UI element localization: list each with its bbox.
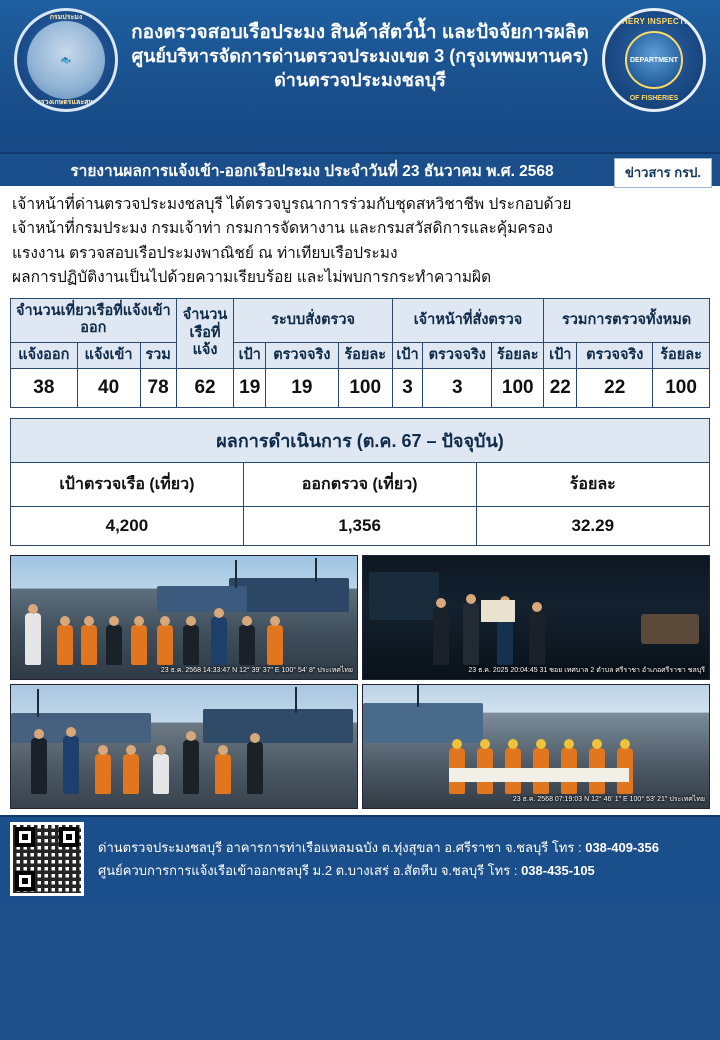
boat-shape-2 bbox=[203, 709, 353, 743]
person-figure bbox=[123, 754, 139, 794]
photo-dock-inspection-day bbox=[10, 555, 358, 680]
logo-left-emblem-icon: 🐟 bbox=[27, 21, 105, 99]
footer-contact-block bbox=[98, 836, 659, 883]
header-line-2: ศูนย์บริหารจัดการด่านตรวจประมงเขต 3 (กรุงเทพมหานคร) bbox=[131, 46, 589, 67]
mast-shape bbox=[37, 689, 39, 717]
person-figure bbox=[239, 625, 255, 665]
results-header-1: ออกตรวจ (เที่ยว) bbox=[243, 463, 476, 507]
photo-timestamp-stamp: 23 ธ.ค. 2568 14:33:47 N 12° 39' 37" E 100° 54' 8" ประเทศไทย bbox=[160, 667, 353, 675]
qr-corner-icon bbox=[15, 871, 35, 891]
footer-line-1-phone: 038-409-356 bbox=[585, 839, 659, 855]
paragraph-line-2: เจ้าหน้าที่กรมประมง กรมเจ้าท่า กรมการจัดหางาน และกรมสวัสดิการและคุ้มครอง bbox=[12, 220, 553, 238]
person-figure bbox=[247, 742, 263, 794]
cumulative-results-table bbox=[10, 418, 710, 546]
placard-row-shape bbox=[449, 768, 629, 782]
paragraph-line-1: เจ้าหน้าที่ด่านตรวจประมงชลบุรี ได้ตรวจบูรณาการร่วมกับชุดสหวิชาชีพ ประกอบด้วย bbox=[12, 196, 572, 213]
logo-right-center-text: DEPARTMENT bbox=[625, 31, 683, 89]
footer-line-1 bbox=[98, 836, 659, 859]
report-title-bar bbox=[0, 152, 720, 186]
photo-timestamp-stamp: 23 ธ.ค. 2568 07:19:03 N 12° 46' 1" E 100° 53' 21" ประเทศไทย bbox=[512, 796, 705, 804]
person-figure bbox=[153, 754, 169, 794]
sub-header-3: เป้า bbox=[234, 342, 266, 368]
cell-value-3: 62 bbox=[176, 369, 234, 408]
results-caption: ผลการดำเนินการ (ต.ค. 67 – ปัจจุบัน) bbox=[11, 419, 710, 463]
person-figure bbox=[463, 603, 479, 665]
sub-header-10: ตรวจจริง bbox=[577, 342, 653, 368]
sub-header-0: แจ้งออก bbox=[11, 342, 78, 368]
paragraph-line-4: ผลการปฏิบัติงานเป็นไปด้วยความเรียบร้อย และไม่พบการกระทำความผิด bbox=[12, 269, 492, 287]
person-figure bbox=[31, 738, 47, 794]
sub-header-5: ร้อยละ bbox=[338, 342, 392, 368]
results-header-2: ร้อยละ bbox=[476, 463, 709, 507]
group-header-trips: จำนวนเที่ยวเรือที่แจ้งเข้าออก bbox=[11, 298, 177, 342]
sub-header-7: ตรวจจริง bbox=[423, 342, 492, 368]
cell-value-1: 40 bbox=[77, 369, 140, 408]
photo-pier-crew-check bbox=[10, 684, 358, 809]
cell-value-2: 78 bbox=[140, 369, 176, 408]
results-header-0: เป้าตรวจเรือ (เที่ยว) bbox=[11, 463, 244, 507]
person-figure bbox=[63, 736, 79, 794]
mast-shape bbox=[315, 558, 317, 582]
person-figure bbox=[211, 617, 227, 665]
cell-value-10: 22 bbox=[544, 369, 577, 408]
cell-value-12: 100 bbox=[653, 369, 710, 408]
footer-line-2-phone: 038-435-105 bbox=[521, 863, 595, 879]
footer-line-1-text: ด่านตรวจประมงชลบุรี อาคารการท่าเรือแหลมฉบัง ต.ทุ่งสุขลา อ.ศรีราชา จ.ชลบุรี โทร : bbox=[98, 839, 586, 855]
cell-value-5: 19 bbox=[266, 369, 338, 408]
document-header bbox=[0, 0, 720, 152]
sub-header-2: รวม bbox=[140, 342, 176, 368]
paragraph-line-3: แรงงาน ตรวจสอบเรือประมงพาณิชย์ ณ ท่าเทียบเรือประมง bbox=[12, 244, 398, 262]
person-figure bbox=[183, 625, 199, 665]
results-value-1: 1,356 bbox=[243, 507, 476, 546]
logo-left-top-text: กรมประมง bbox=[49, 14, 83, 21]
sub-header-11: ร้อยละ bbox=[653, 342, 710, 368]
cell-value-8: 3 bbox=[423, 369, 492, 408]
header-line-1: กองตรวจสอบเรือประมง สินค้าสัตว์น้ำ และปัจจัยการผลิต bbox=[131, 22, 589, 43]
results-value-row bbox=[11, 507, 710, 546]
logo-right-bottom-text: OF FISHERIES bbox=[629, 95, 679, 102]
person-figure bbox=[95, 754, 111, 794]
boat-shape bbox=[363, 703, 483, 743]
results-header-row bbox=[11, 463, 710, 507]
footer-line-2 bbox=[98, 859, 659, 882]
mast-shape-2 bbox=[235, 560, 237, 588]
table-sub-header-row bbox=[11, 342, 710, 368]
results-value-0: 4,200 bbox=[11, 507, 244, 546]
cell-value-6: 100 bbox=[338, 369, 392, 408]
table-group-header-row bbox=[11, 298, 710, 342]
results-caption-row bbox=[11, 419, 710, 463]
photo-timestamp-stamp: 23 ธ.ค. 2025 20:04:45 31 ซอย เทศบาล 2 ตำบล ศรีราชา อำเภอศรีราชา ชลบุรี bbox=[468, 667, 705, 675]
table-row bbox=[11, 369, 710, 408]
person-figure bbox=[183, 740, 199, 794]
report-title: รายงานผลการแจ้งเข้า-ออกเรือประมง ประจำวันที่ 23 ธันวาคม พ.ศ. 2568 bbox=[70, 162, 554, 180]
department-of-fisheries-logo-icon bbox=[14, 8, 118, 112]
logo-right-top-text: FISHERY INSPECTION bbox=[608, 17, 700, 26]
person-figure bbox=[267, 625, 283, 665]
net-shape bbox=[641, 614, 699, 644]
news-badge: ข่าวสาร กรป. bbox=[614, 158, 712, 188]
header-line-3: ด่านตรวจประมงชลบุรี bbox=[274, 69, 446, 90]
person-figure bbox=[433, 607, 449, 665]
document-paper-shape bbox=[481, 600, 515, 622]
photo-night-inspection bbox=[362, 555, 710, 680]
cell-value-11: 22 bbox=[577, 369, 653, 408]
sub-header-4: ตรวจจริง bbox=[266, 342, 338, 368]
photo-grid bbox=[10, 555, 710, 815]
boat-shape bbox=[229, 578, 349, 612]
group-header-officer-order: เจ้าหน้าที่สั่งตรวจ bbox=[392, 298, 543, 342]
mast-shape bbox=[417, 685, 419, 707]
person-figure bbox=[57, 625, 73, 665]
person-figure bbox=[131, 625, 147, 665]
sub-header-6: เป้า bbox=[392, 342, 422, 368]
logo-left-bottom-text: กระทรวงเกษตรและสหกรณ์ bbox=[24, 99, 108, 106]
person-figure bbox=[529, 611, 545, 665]
photo-crew-lineup bbox=[362, 684, 710, 809]
boat-shape bbox=[369, 572, 439, 620]
document-body bbox=[0, 186, 720, 815]
cell-value-9: 100 bbox=[492, 369, 544, 408]
cell-value-4: 19 bbox=[234, 369, 266, 408]
person-figure bbox=[25, 613, 41, 665]
person-figure bbox=[215, 754, 231, 794]
sub-header-1: แจ้งเข้า bbox=[77, 342, 140, 368]
person-figure bbox=[157, 625, 173, 665]
inspection-summary-table bbox=[10, 298, 710, 408]
sub-header-8: ร้อยละ bbox=[492, 342, 544, 368]
mast-shape-2 bbox=[295, 687, 297, 713]
group-header-total: รวมการตรวจทั้งหมด bbox=[544, 298, 710, 342]
qr-corner-icon bbox=[59, 827, 79, 847]
qr-code-icon[interactable] bbox=[10, 822, 84, 896]
fishery-inspection-logo-icon bbox=[602, 8, 706, 112]
footer-line-2-text: ศูนย์ควบการการแจ้งเรือเข้าออกชลบุรี ม.2 ต.บางเสร่ อ.สัตหีบ จ.ชลบุรี โทร : bbox=[98, 863, 522, 879]
group-header-system-order: ระบบสั่งตรวจ bbox=[234, 298, 393, 342]
sub-header-9: เป้า bbox=[544, 342, 577, 368]
person-figure bbox=[81, 625, 97, 665]
qr-corner-icon bbox=[15, 827, 35, 847]
group-header-vessels: จำนวนเรือที่แจ้ง bbox=[176, 298, 234, 368]
person-figure bbox=[106, 625, 122, 665]
cell-value-0: 38 bbox=[11, 369, 78, 408]
boat-shape-2 bbox=[157, 586, 247, 612]
document-footer bbox=[0, 815, 720, 901]
results-value-2: 32.29 bbox=[476, 507, 709, 546]
cell-value-7: 3 bbox=[392, 369, 422, 408]
